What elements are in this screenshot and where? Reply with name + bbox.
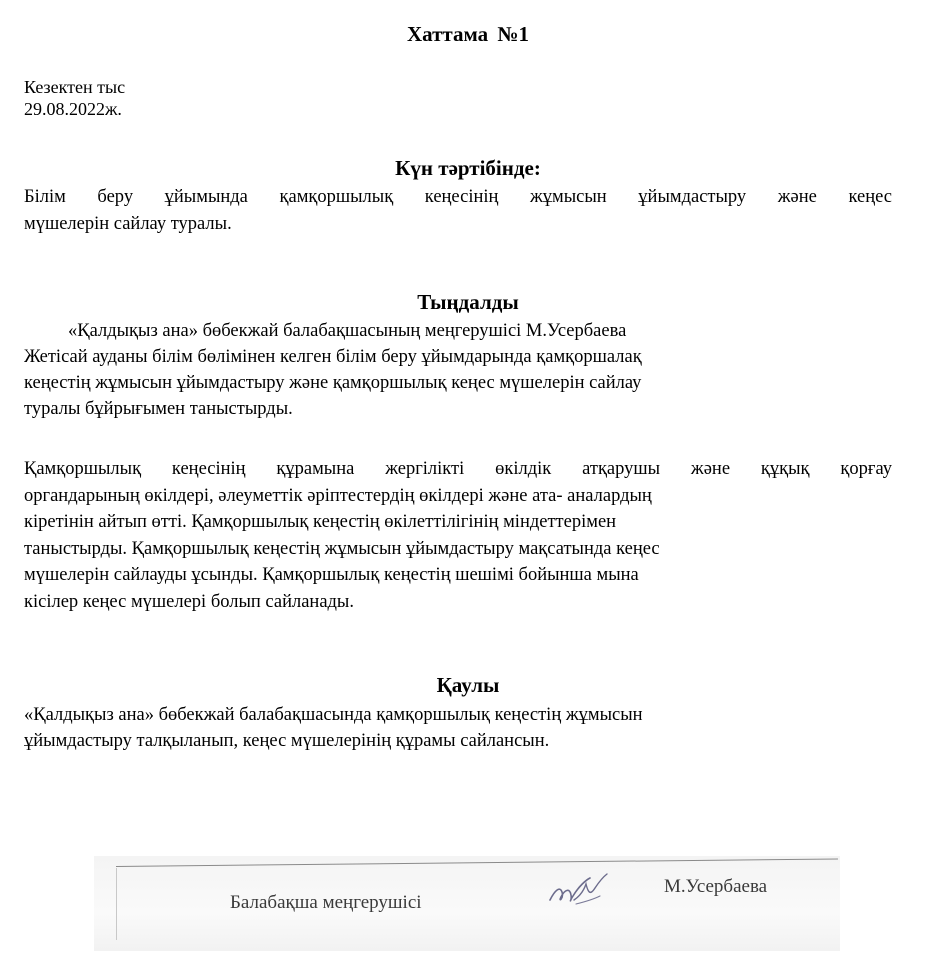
meeting-date: 29.08.2022ж. bbox=[24, 99, 122, 119]
agenda-line: мүшелерін сайлау туралы. bbox=[24, 214, 232, 234]
signature-name: М.Усербаева bbox=[664, 876, 768, 897]
heard-paragraph-line: Қамқоршылық кеңесінің құрамына жергілікті өкілдік атқарушы және құқық қорғау bbox=[24, 459, 892, 479]
resolved-line: ұйымдастыру талқыланып, кеңес мүшелерінің құрамы сайлансын. bbox=[24, 731, 550, 751]
heard-paragraph-line: кісілер кеңес мүшелері болып сайланады. bbox=[24, 592, 354, 612]
heard-paragraph-line: туралы бұйрығымен таныстырды. bbox=[24, 399, 293, 419]
resolved-heading: Қаулы bbox=[436, 673, 500, 697]
heard-paragraph-line: «Қалдықыз ана» бөбекжай балабақшасының меңгерушісі М.Усербаева bbox=[68, 321, 627, 341]
handwritten-signature bbox=[546, 870, 612, 914]
agenda-line: Білім беру ұйымында қамқоршылық кеңесінің жұмысын ұйымдастыру және кеңес bbox=[24, 187, 892, 207]
signature-block-scan bbox=[94, 856, 840, 951]
meeting-type: Кезектен тыс bbox=[24, 77, 126, 97]
heard-paragraph-line: кіретінін айтып өтті. Қамқоршылық кеңестің өкілеттілігінің міндеттерімен bbox=[24, 512, 617, 532]
agenda-heading: Күн тәртібінде: bbox=[395, 156, 541, 180]
heard-paragraph-line: мүшелерін сайлауды ұсынды. Қамқоршылық кеңестің шешімі бойынша мына bbox=[24, 565, 639, 585]
heard-heading: Тыңдалды bbox=[417, 290, 519, 314]
heard-paragraph-line: Жетісай ауданы білім бөлімінен келген білім беру ұйымдарында қамқоршалақ bbox=[24, 347, 642, 367]
document-title: Хаттама №1 bbox=[406, 22, 530, 46]
resolved-line: «Қалдықыз ана» бөбекжай балабақшасында қамқоршылық кеңестің жұмысын bbox=[24, 705, 643, 725]
heard-paragraph-line: кеңестің жұмысын ұйымдастыру және қамқоршылық кеңес мүшелерін сайлау bbox=[24, 373, 642, 393]
signature-role: Балабақша меңгерушісі bbox=[230, 892, 422, 913]
heard-paragraph-line: таныстырды. Қамқоршылық кеңестің жұмысын ұйымдастыру мақсатында кеңес bbox=[24, 539, 660, 559]
heard-paragraph-line: органдарының өкілдері, әлеуметтік әріптестердің өкілдері және ата- аналардың bbox=[24, 486, 652, 506]
signature-rule bbox=[116, 858, 838, 867]
scan-edge bbox=[116, 868, 117, 940]
